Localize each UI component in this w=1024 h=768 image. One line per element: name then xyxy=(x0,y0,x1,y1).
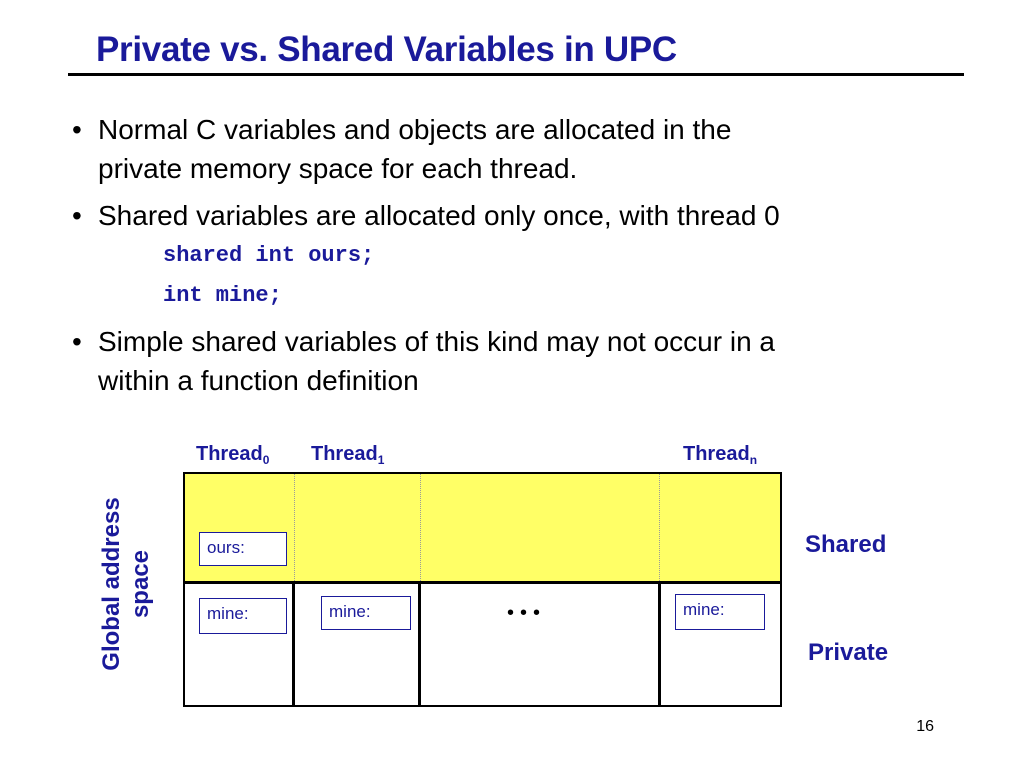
bullet-line: Shared variables are allocated only once, with thread 0 xyxy=(98,200,780,231)
thread-label-0: Thread$_0$ xyxy=(196,443,270,467)
private-var-mine-box-threadn: mine: xyxy=(675,594,765,630)
private-column-divider xyxy=(658,584,661,705)
title-underline xyxy=(68,73,964,76)
bullet-line: within a function definition xyxy=(98,365,419,396)
private-var-mine-box-thread0: mine: xyxy=(199,598,287,634)
global-address-space-label: Global address space xyxy=(98,497,154,671)
private-column-divider xyxy=(418,584,421,705)
shared-column-divider xyxy=(659,474,660,581)
slide-title: Private vs. Shared Variables in UPC xyxy=(96,30,677,69)
bullet-line: Normal C variables and objects are allocated in the xyxy=(98,114,732,145)
thread-label-n: Thread$_n$ xyxy=(683,443,758,467)
page-number: 16 xyxy=(916,718,934,735)
more-threads-ellipsis: ••• xyxy=(507,602,547,624)
global-address-space-diagram xyxy=(183,472,782,707)
private-column-divider xyxy=(292,584,295,705)
code-line-shared-decl: shared int ours; xyxy=(163,243,375,268)
shared-memory-region xyxy=(185,474,780,584)
shared-region-label: Shared xyxy=(805,531,887,558)
bullet-line: private memory space for each thread. xyxy=(98,153,578,184)
bullet-line: Simple shared variables of this kind may not occur in a xyxy=(98,326,775,357)
shared-var-ours-box: ours: xyxy=(199,532,287,566)
private-var-mine-box-thread1: mine: xyxy=(321,596,411,630)
shared-column-divider xyxy=(420,474,421,581)
bullet-marker: • xyxy=(72,200,82,231)
private-region-label: Private xyxy=(808,639,889,666)
bullet-marker: • xyxy=(72,326,82,357)
thread-label-1: Thread$_1$ xyxy=(311,443,385,467)
shared-column-divider xyxy=(294,474,295,581)
code-line-private-decl: int mine; xyxy=(163,283,282,308)
bullet-marker: • xyxy=(72,114,82,145)
